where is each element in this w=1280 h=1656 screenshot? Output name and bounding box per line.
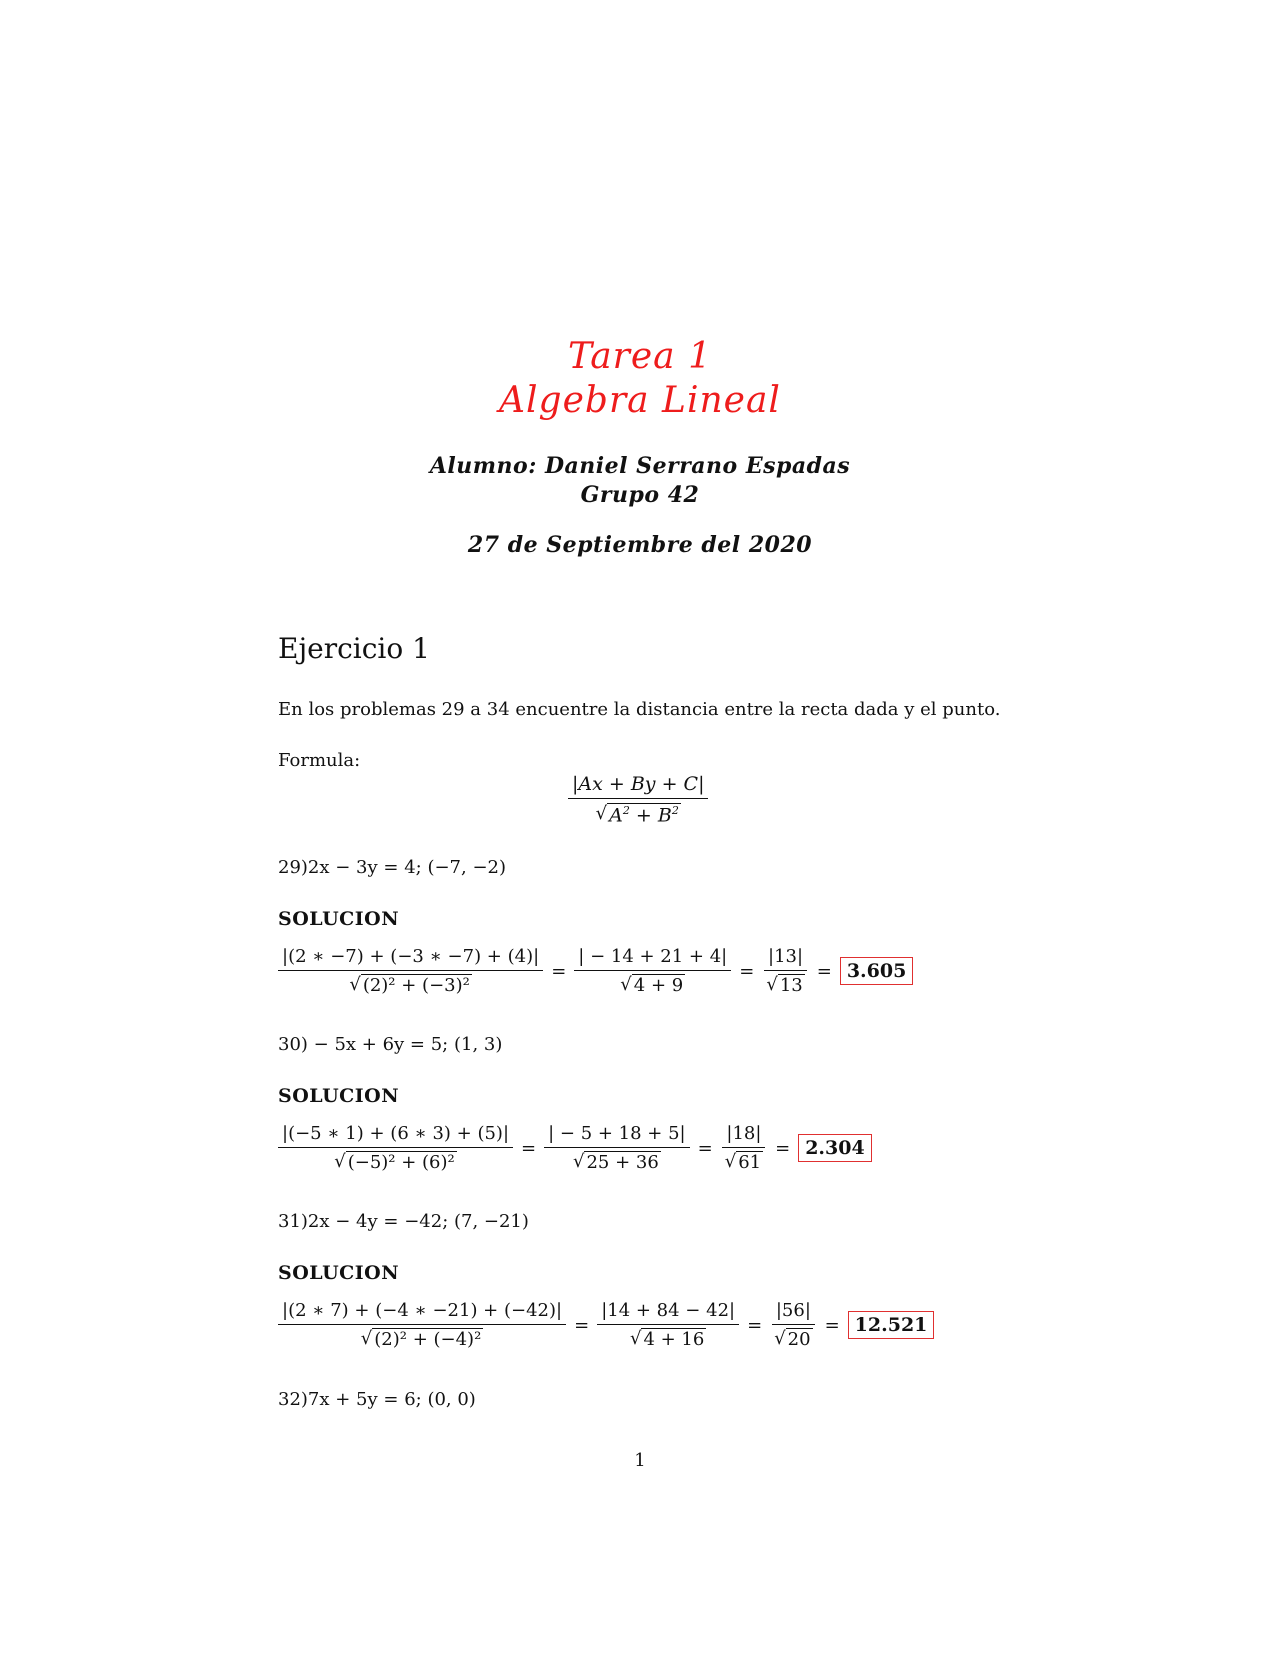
p31-step1-numerator: |(2 ∗ 7) + (−4 ∗ −21) + (−42)|: [278, 1300, 566, 1325]
formula-denominator: √ $A^2 + B^2$: [595, 803, 679, 827]
formula-label: Formula:: [278, 750, 361, 771]
section-heading: Ejercicio 1: [278, 632, 430, 665]
p30-step1-denominator: (−5)² + (6)²: [347, 1152, 455, 1173]
p31-step3-numerator: |56|: [772, 1300, 815, 1325]
problem-31-solution-label: SOLUCION: [278, 1262, 400, 1284]
section-intro: En los problemas 29 a 34 encuentre la distancia entre la recta dada y el punto.: [278, 699, 1001, 720]
title-line-1: Tarea 1: [567, 336, 712, 377]
problem-29-solution-label: SOLUCION: [278, 908, 400, 930]
p30-result: 2.304: [798, 1134, 872, 1162]
problem-32-statement: 32)7x + 5y = 6; (0, 0): [278, 1389, 476, 1410]
p31-result: 12.521: [848, 1311, 935, 1339]
problem-30-solution: |(−5 ∗ 1) + (6 ∗ 3) + (5)| √ (−5)² + (6)² = | − 5 + 18 + 5| √ 25 + 36 = |18| √ 61 = 2.304: [278, 1123, 872, 1173]
problem-29-solution: |(2 ∗ −7) + (−3 ∗ −7) + (4)| √ (2)² + (−3)² = | − 14 + 21 + 4| √ 4 + 9 = |13| √ 13 = 3.605: [278, 946, 913, 996]
p30-step2-denominator: 25 + 36: [586, 1152, 659, 1173]
problem-31-statement: 31)2x − 4y = −42; (7, −21): [278, 1211, 529, 1232]
group-number: Grupo 42: [580, 482, 700, 508]
p29-step2-numerator: | − 14 + 21 + 4|: [574, 946, 731, 971]
distance-formula: [568, 773, 708, 826]
p30-step1-numerator: |(−5 ∗ 1) + (6 ∗ 3) + (5)|: [278, 1123, 513, 1148]
problem-30-solution-label: SOLUCION: [278, 1085, 400, 1107]
p31-step2-denominator: 4 + 16: [643, 1329, 705, 1350]
problem-29-statement: 29)2x − 3y = 4; (−7, −2): [278, 857, 506, 878]
p31-step1-denominator: (2)² + (−4)²: [374, 1329, 482, 1350]
problem-30-statement: 30) − 5x + 6y = 5; (1, 3): [278, 1034, 503, 1055]
problem-31-solution: |(2 ∗ 7) + (−4 ∗ −21) + (−42)| √ (2)² + (−4)² = |14 + 84 − 42| √ 4 + 16 = |56| √ 20 = 12.521: [278, 1300, 934, 1350]
p29-step2-denominator: 4 + 9: [633, 975, 684, 996]
p29-step1-denominator: (2)² + (−3)²: [362, 975, 470, 996]
p29-step3-denominator: 13: [779, 975, 803, 996]
page-number: 1: [634, 1450, 646, 1471]
p29-step3-numerator: |13|: [764, 946, 807, 971]
p30-step3-denominator: 61: [738, 1152, 762, 1173]
p29-step1-numerator: |(2 ∗ −7) + (−3 ∗ −7) + (4)|: [278, 946, 543, 971]
p30-step3-numerator: |18|: [722, 1123, 765, 1148]
p30-step2-numerator: | − 5 + 18 + 5|: [544, 1123, 690, 1148]
document-date: 27 de Septiembre del 2020: [467, 532, 813, 558]
formula-numerator: |Ax + By + C|: [568, 773, 708, 799]
p31-step2-numerator: |14 + 84 − 42|: [597, 1300, 739, 1325]
author-name: Alumno: Daniel Serrano Espadas: [429, 453, 851, 479]
p29-result: 3.605: [840, 957, 914, 985]
title-line-2: Algebra Lineal: [499, 380, 781, 421]
p31-step3-denominator: 20: [787, 1329, 811, 1350]
